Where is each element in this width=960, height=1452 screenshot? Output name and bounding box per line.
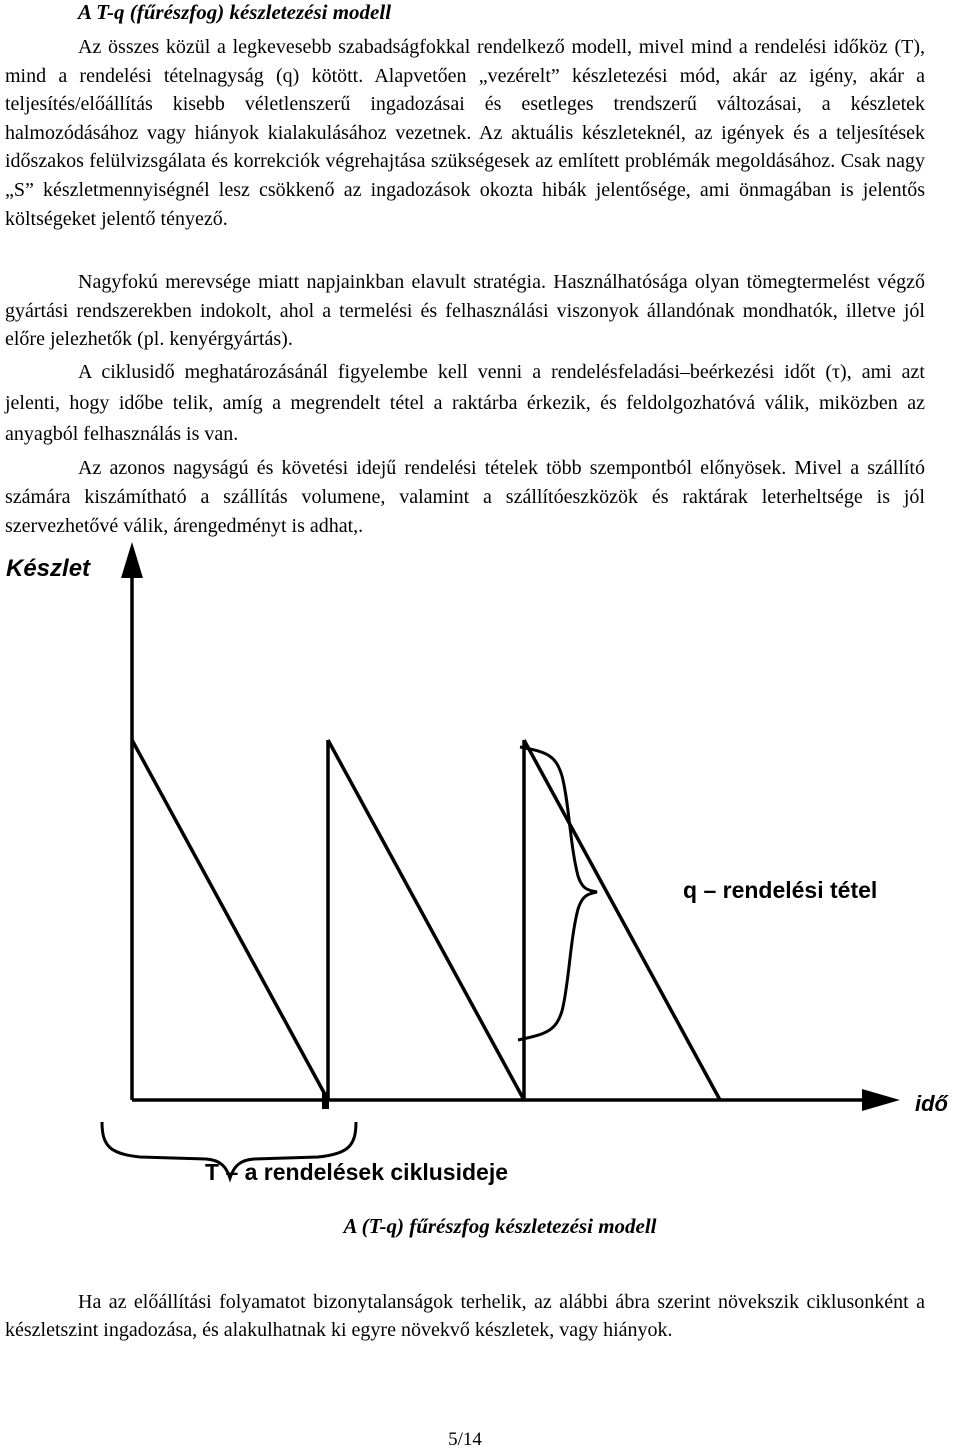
depletion-segment	[328, 740, 524, 1100]
y-axis-label: Készlet	[6, 555, 91, 582]
sawtooth-series	[132, 740, 720, 1100]
sawtooth-chart	[0, 540, 960, 1200]
x-axis-label: idő	[915, 1091, 948, 1116]
depletion-segment	[132, 740, 328, 1100]
paragraph-advantages: Az azonos nagyságú és követési idejű rendelési tételek több szempontból előnyösek. Mivel a szállító számára kiszámítható a szállítás volumene, valamint a szállítóeszközök és raktárak leterheltsége is jól szervezhetővé válik, árengedményt is adhat,.	[5, 457, 925, 537]
q-annotation: q – rendelési tétel	[683, 877, 878, 903]
figure-caption: A (T-q) fűrészfog készletezési modell	[343, 1214, 657, 1238]
sawtooth-figure	[0, 540, 960, 1200]
x-axis-arrow-icon	[862, 1089, 900, 1111]
paragraph-cycle-time: A ciklusidő meghatározásánál figyelembe kell venni a rendelésfeladási–beérkezési időt (τ), ami azt jelenti, hogy időbe telik, amíg a megrendelt tétel a raktárba érkezik, és feldolgozhatóvá válik, miközben az anyagból felhasználás is van.	[5, 361, 925, 445]
paragraph-rigidity: Nagyfokú merevsége miatt napjainkban elavult stratégia. Használhatósága olyan tömegtermelést végző gyártási rendszerekben indokolt, ahol a termelési és felhasználási viszonyok állandónak mondhatók, illetve jól előre jelezhetők (pl. kenyérgyártás).	[5, 271, 925, 351]
page-number: 5/14	[448, 1429, 482, 1450]
y-axis-arrow-icon	[121, 542, 143, 578]
section-title: A T-q (fűrészfog) készletezési modell	[78, 0, 392, 24]
t-annotation: T – a rendelések ciklusideje	[205, 1159, 508, 1185]
paragraph-intro: Az összes közül a legkevesebb szabadságfokkal rendelkező modell, mivel mind a rendelési időköz (T), mind a rendelési tételnagyság (q) kötött. Alapvetően „vezérelt” készletezési mód, akár az igény, akár a teljesítés/előállítás kisebb véletlenszerű ingadozásai és esetleges trendszerű változásai, a készletek halmozódásához vagy hiányok kialakulásához vezetnek. Az aktuális készleteknél, az igények és a teljesítések időszakos felülvizsgálata és korrekciók végrehajtása szükségesek az említett problémák megoldásához. Csak nagy „S” készletmennyiségnél lesz csökkenő az ingadozások okozta hibák jelentősége, ami önmagában is jelentős költségeket jelentő tényező.	[5, 36, 925, 230]
q-brace-icon	[518, 747, 597, 1040]
reorder-marker	[322, 1092, 329, 1109]
paragraph-uncertainty: Ha az előállítási folyamatot bizonytalanságok terhelik, az alábbi ábra szerint növekszik ciklusonként a készletszint ingadozása, és alakulhatnak ki egyre növekvő készletek, vagy hiányok.	[5, 1291, 925, 1341]
depletion-segment	[524, 740, 720, 1100]
